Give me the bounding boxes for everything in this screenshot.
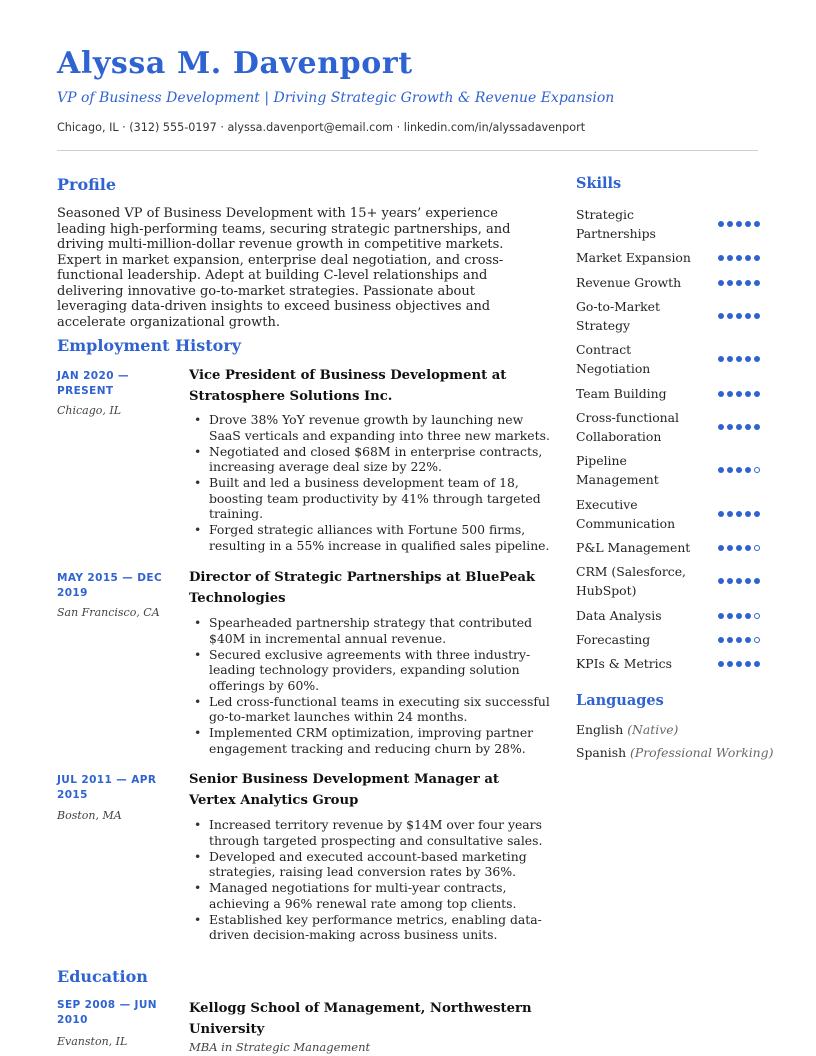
rating-dot-filled: [736, 280, 742, 286]
skill-rating: [718, 613, 760, 619]
skill-rating: [718, 391, 760, 397]
skill-rating: [718, 280, 760, 286]
rating-dot-filled: [736, 356, 742, 362]
language-level: (Professional Working): [630, 745, 774, 760]
rating-dot-empty: [754, 467, 760, 473]
job-title: Vice President of Business Development at Stratosphere Solutions Inc.: [189, 368, 507, 404]
job-bullet: • Managed negotiations for multi-year contracts, achieving a 96% renewal rate among top clients.: [189, 880, 551, 911]
rating-dot-filled: [736, 255, 742, 261]
rating-dot-filled: [718, 221, 724, 227]
rating-dot-filled: [736, 467, 742, 473]
rating-dot-filled: [718, 255, 724, 261]
rating-dot-filled: [754, 280, 760, 286]
job-bullet: • Negotiated and closed $68M in enterprise contracts, increasing average deal size by 22%.: [189, 444, 551, 475]
rating-dot-filled: [727, 661, 733, 667]
skill-item: [576, 340, 760, 378]
education-location: Evanston, IL: [57, 1035, 128, 1048]
language-level: (Native): [627, 722, 679, 737]
language-item: [576, 745, 773, 760]
rating-dot-filled: [745, 255, 751, 261]
skill-name: KPIs & Metrics: [576, 656, 672, 671]
rating-dot-filled: [736, 578, 742, 584]
rating-dot-filled: [754, 424, 760, 430]
rating-dot-filled: [727, 313, 733, 319]
job-bullet: • Built and led a business development team of 18, boosting team productivity by 41% through targeted training.: [189, 475, 551, 522]
contact-line: Chicago, IL · (312) 555-0197 · alyssa.davenport@email.com · linkedin.com/in/alyssadavenport: [57, 121, 586, 134]
job-bullets: [189, 412, 551, 554]
rating-dot-filled: [745, 637, 751, 643]
skill-item: [576, 408, 760, 446]
rating-dot-filled: [736, 613, 742, 619]
rating-dot-filled: [718, 637, 724, 643]
job-title: Senior Business Development Manager at Vertex Analytics Group: [189, 772, 500, 808]
employment-heading: Employment History: [57, 336, 242, 355]
rating-dot-filled: [745, 467, 751, 473]
job-title: Director of Strategic Partnerships at BluePeak Technologies: [189, 570, 536, 606]
rating-dot-filled: [745, 511, 751, 517]
rating-dot-filled: [727, 637, 733, 643]
rating-dot-filled: [727, 613, 733, 619]
rating-dot-filled: [727, 511, 733, 517]
skill-item: [576, 562, 760, 600]
job-date: MAY 2015 — DEC 2019: [57, 572, 163, 599]
skill-item: [576, 273, 760, 292]
skill-item: [576, 654, 760, 673]
rating-dot-filled: [745, 424, 751, 430]
rating-dot-filled: [718, 391, 724, 397]
rating-dot-filled: [736, 637, 742, 643]
job-bullet: • Forged strategic alliances with Fortune 500 firms, resulting in a 55% increase in qualified sales pipeline.: [189, 522, 551, 553]
rating-dot-filled: [727, 545, 733, 551]
rating-dot-filled: [718, 356, 724, 362]
rating-dot-empty: [754, 545, 760, 551]
skill-rating: [718, 313, 760, 319]
skill-item: [576, 205, 760, 243]
skill-rating: [718, 356, 760, 362]
rating-dot-filled: [718, 661, 724, 667]
rating-dot-filled: [727, 578, 733, 584]
education-school: Kellogg School of Management, Northwestern University: [189, 1001, 532, 1037]
rating-dot-filled: [745, 545, 751, 551]
job-location: San Francisco, CA: [57, 606, 160, 619]
rating-dot-filled: [727, 467, 733, 473]
rating-dot-filled: [745, 313, 751, 319]
rating-dot-filled: [727, 221, 733, 227]
rating-dot-filled: [727, 280, 733, 286]
skill-name: Team Building: [576, 386, 667, 401]
language-name: English: [576, 722, 624, 737]
skill-name: Contract Negotiation: [576, 342, 651, 376]
skill-item: [576, 451, 760, 489]
rating-dot-filled: [718, 424, 724, 430]
skill-item: [576, 248, 760, 267]
job-date: JUL 2011 — APR 2015: [57, 774, 157, 801]
skill-name: CRM (Salesforce, HubSpot): [576, 564, 686, 598]
skill-item: [576, 495, 760, 533]
profile-heading: Profile: [57, 175, 117, 194]
rating-dot-filled: [727, 391, 733, 397]
education-date: SEP 2008 — JUN 2010: [57, 999, 157, 1026]
rating-dot-filled: [745, 578, 751, 584]
skills-heading: Skills: [576, 175, 622, 192]
job-bullet: • Established key performance metrics, enabling data-driven decision-making across business units.: [189, 912, 551, 943]
rating-dot-filled: [754, 578, 760, 584]
skill-item: [576, 384, 760, 403]
rating-dot-filled: [718, 280, 724, 286]
skill-name: Cross-functional Collaboration: [576, 410, 679, 444]
rating-dot-filled: [736, 313, 742, 319]
skill-rating: [718, 545, 760, 551]
skill-rating: [718, 578, 760, 584]
rating-dot-filled: [745, 391, 751, 397]
rating-dot-filled: [736, 424, 742, 430]
rating-dot-filled: [736, 511, 742, 517]
skill-name: Go-to-Market Strategy: [576, 299, 660, 333]
rating-dot-filled: [727, 356, 733, 362]
job-date: JAN 2020 — PRESENT: [57, 370, 129, 397]
rating-dot-filled: [754, 313, 760, 319]
rating-dot-filled: [754, 391, 760, 397]
rating-dot-filled: [745, 221, 751, 227]
job-bullet: • Spearheaded partnership strategy that contributed $40M in incremental annual revenue.: [189, 615, 551, 646]
rating-dot-filled: [745, 661, 751, 667]
job-bullet: • Led cross-functional teams in executing six successful go-to-market launches within 24 months.: [189, 694, 551, 725]
skill-rating: [718, 255, 760, 261]
rating-dot-filled: [736, 221, 742, 227]
rating-dot-filled: [727, 255, 733, 261]
rating-dot-filled: [754, 356, 760, 362]
rating-dot-filled: [718, 467, 724, 473]
education-heading: Education: [57, 967, 148, 986]
skill-rating: [718, 424, 760, 430]
skill-rating: [718, 221, 760, 227]
job-location: Chicago, IL: [57, 404, 122, 417]
rating-dot-filled: [718, 613, 724, 619]
skill-rating: [718, 467, 760, 473]
rating-dot-empty: [754, 613, 760, 619]
rating-dot-filled: [745, 280, 751, 286]
job-bullet: • Secured exclusive agreements with three industry-leading technology providers, expanding solution offerings by 60%.: [189, 647, 551, 694]
job-bullet: • Developed and executed account-based marketing strategies, raising lead conversion rates by 36%.: [189, 849, 551, 880]
language-item: [576, 722, 678, 737]
skill-name: Data Analysis: [576, 608, 662, 623]
header-divider: [57, 150, 758, 151]
rating-dot-filled: [754, 661, 760, 667]
skill-name: Forecasting: [576, 632, 651, 647]
skill-name: P&L Management: [576, 540, 691, 555]
skill-item: [576, 297, 760, 335]
rating-dot-filled: [736, 545, 742, 551]
profile-text: Seasoned VP of Business Development with 15+ years’ experience leading high-performing teams, securing strategic partnerships, and driving multi-million-dollar revenue growth in competitive markets. Expert in market expansion, enterprise deal negotiation, and cross-functional leadership. Adept at building C-level relationships and delivering innovative go-to-market strategies. Passionate about leveraging data-driven insights to exceed business objectives and accelerate organizational growth.: [57, 206, 511, 330]
skill-item: [576, 538, 760, 557]
rating-dot-filled: [754, 221, 760, 227]
rating-dot-filled: [718, 511, 724, 517]
skill-rating: [718, 661, 760, 667]
skill-item: [576, 606, 760, 625]
job-bullet: • Drove 38% YoY revenue growth by launching new SaaS verticals and expanding into three new markets.: [189, 412, 551, 443]
skill-name: Strategic Partnerships: [576, 207, 656, 241]
rating-dot-filled: [736, 391, 742, 397]
rating-dot-filled: [727, 424, 733, 430]
skill-rating: [718, 511, 760, 517]
skill-name: Market Expansion: [576, 250, 691, 265]
job-bullets: [189, 817, 551, 943]
rating-dot-filled: [754, 511, 760, 517]
rating-dot-filled: [745, 613, 751, 619]
languages-heading: Languages: [576, 692, 664, 709]
rating-dot-filled: [754, 255, 760, 261]
rating-dot-empty: [754, 637, 760, 643]
tagline: VP of Business Development | Driving Strategic Growth & Revenue Expansion: [57, 90, 615, 106]
skill-item: [576, 630, 760, 649]
skill-name: Pipeline Management: [576, 453, 659, 487]
job-bullets: [189, 615, 551, 757]
rating-dot-filled: [718, 578, 724, 584]
job-bullet: • Implemented CRM optimization, improving partner engagement tracking and reducing churn by 28%.: [189, 725, 551, 756]
candidate-name: Alyssa M. Davenport: [57, 46, 413, 81]
skill-rating: [718, 637, 760, 643]
rating-dot-filled: [718, 313, 724, 319]
rating-dot-filled: [745, 356, 751, 362]
rating-dot-filled: [718, 545, 724, 551]
skill-name: Revenue Growth: [576, 275, 682, 290]
skill-name: Executive Communication: [576, 497, 676, 531]
language-name: Spanish: [576, 745, 627, 760]
education-degree: MBA in Strategic Management: [189, 1040, 371, 1054]
rating-dot-filled: [736, 661, 742, 667]
job-location: Boston, MA: [57, 809, 122, 822]
job-bullet: • Increased territory revenue by $14M over four years through targeted prospecting and consultative sales.: [189, 817, 551, 848]
